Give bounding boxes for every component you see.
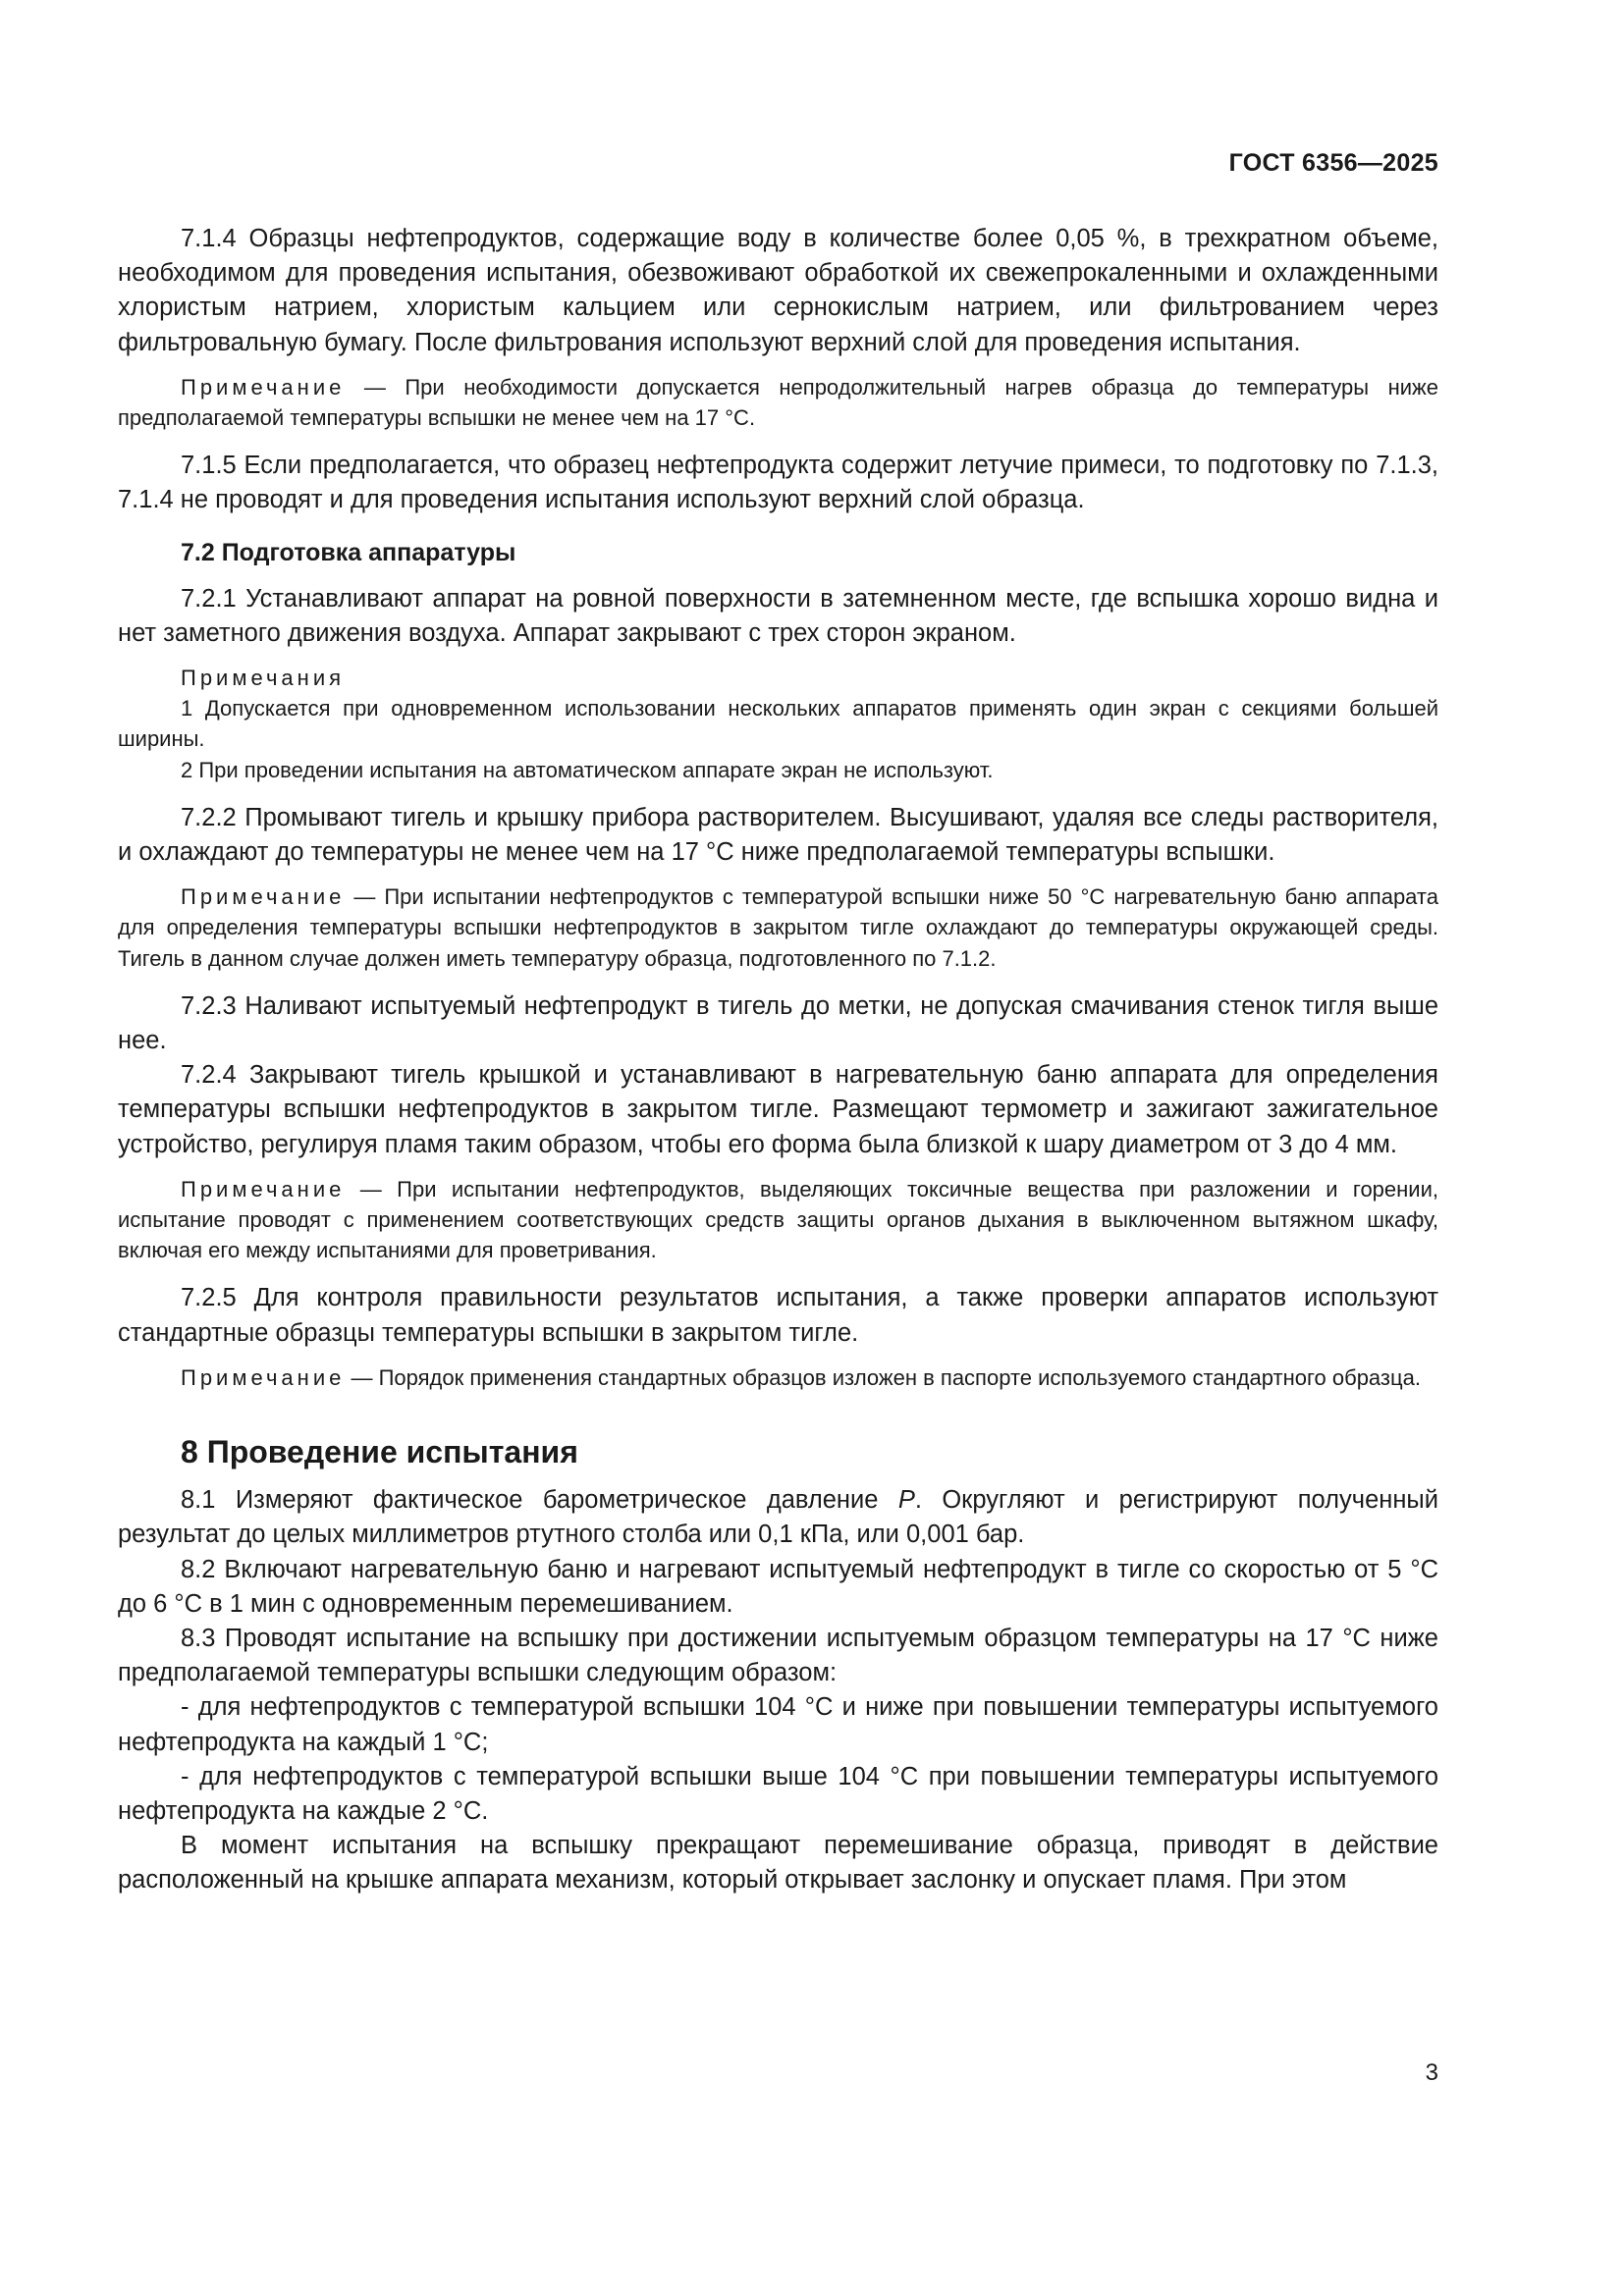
note-label: Примечание <box>181 1364 346 1390</box>
notes-label <box>118 663 1438 693</box>
clause-8-3-item-1: - для нефтепродуктов с температурой вспышки 104 °С и ниже при повышении температуры испытуемого нефтепродукта на каждый 1 °С; <box>118 1693 1438 1756</box>
note-text: — При испытании нефтепродуктов с температурой вспышки ниже 50 °С нагревательную баню аппарата для определения температуры вспышки нефтепродуктов в закрытом тигле охлаждают до температуры окружающей среды. Тигель в данном случае должен иметь температуру образца, подготовленного по 7.1.2. <box>118 884 1438 971</box>
clause-7-1-4: 7.1.4 Образцы нефтепродуктов, содержащие воду в количестве более 0,05 %, в трехкратном объеме, необходимом для проведения испытания, обезвоживают обработкой их свежепрокаленными и охлажденными хлористым натрием, хлористым кальцием или сернокислым натрием, или фильтрованием через фильтровальную бумагу. После фильтрования используют верхний слой для проведения испытания. <box>118 225 1438 356</box>
note-7-1-4 <box>118 372 1438 433</box>
note-text: — Порядок применения стандартных образцов изложен в паспорте используемого стандартного образца. <box>345 1364 1421 1390</box>
pressure-variable: Р <box>897 1486 915 1515</box>
page-content <box>118 222 1438 1898</box>
clause-8-2: 8.2 Включают нагревательную баню и нагревают испытуемый нефтепродукт в тигле со скоростью от 5 °С до 6 °С в 1 мин с одновременным перемешиванием. <box>118 1555 1438 1618</box>
clause-8-3: 8.3 Проводят испытание на вспышку при достижении испытуемым образцом температуры на 17 °С ниже предполагаемой температуры вспышки следующим образом: <box>118 1624 1438 1687</box>
clause-7-2-1: 7.2.1 Устанавливают аппарат на ровной поверхности в затемненном месте, где вспышка хорошо видна и нет заметного движения воздуха. Аппарат закрывают с трех сторон экраном. <box>118 584 1438 647</box>
note-7-2-5 <box>118 1362 1438 1393</box>
note-text: — При необходимости допускается непродолжительный нагрев образца до температуры ниже предполагаемой температуры вспышки не менее чем на 17 °С. <box>118 374 1438 431</box>
clause-7-2-4: 7.2.4 Закрывают тигель крышкой и устанавливают в нагревательную баню аппарата для определения температуры вспышки нефтепродуктов в закрытом тигле. Размещают термометр и зажигают зажигательное устройство, регулируя пламя таким образом, чтобы его форма была близкой к шару диаметром от 3 до 4 мм. <box>118 1061 1438 1158</box>
section-heading-7-2: 7.2 Подготовка аппаратуры <box>181 538 516 566</box>
clause-8-3-continuation: В момент испытания на вспышку прекращают перемешивание образца, приводят в действие расположенный на крышке аппарата механизм, который открывает заслонку и опускает пламя. При этом <box>118 1832 1438 1895</box>
note-item-2: 2 При проведении испытания на автоматическом аппарате экран не используют. <box>181 757 994 782</box>
note-7-2-4 <box>118 1174 1438 1266</box>
note-label: Примечание <box>181 374 346 400</box>
standard-header: ГОСТ 6356—2025 <box>1228 149 1438 177</box>
note-7-2-2 <box>118 881 1438 974</box>
clause-8-1 <box>118 1483 1438 1552</box>
clause-7-2-5: 7.2.5 Для контроля правильности результатов испытания, а также проверки аппаратов используют стандартные образцы температуры вспышки в закрытом тигле. <box>118 1284 1438 1347</box>
note-label: Примечание <box>181 884 346 910</box>
clause-8-3-item-2: - для нефтепродуктов с температурой вспышки выше 104 °С при повышении температуры испытуемого нефтепродукта на каждые 2 °С. <box>118 1762 1438 1825</box>
clause-7-2-3: 7.2.3 Наливают испытуемый нефтепродукт в тигель до метки, не допуская смачивания стенок тигля выше нее. <box>118 991 1438 1055</box>
note-item-1: 1 Допускается при одновременном использовании нескольких аппаратов применять один экран с секциями большей ширины. <box>118 696 1438 752</box>
section-heading-8: 8 Проведение испытания <box>181 1434 578 1470</box>
note-label: Примечание <box>181 1176 346 1201</box>
clause-7-1-5: 7.1.5 Если предполагается, что образец нефтепродукта содержит летучие примеси, то подготовку по 7.1.3, 7.1.4 не проводят и для проведения испытания используют верхний слой образца. <box>118 452 1438 514</box>
notes-label-text: Примечания <box>181 666 346 691</box>
page-number: 3 <box>1425 2059 1438 2086</box>
clause-8-1-text-b: . Округляют и регистрируют полученный результат до целых миллиметров ртутного столба или 0,1 кПа, или 0,001 бар. <box>118 1486 1438 1549</box>
note-text: — При испытании нефтепродуктов, выделяющих токсичные вещества при разложении и горении, испытание проводят с применением соответствующих средств защиты органов дыхания в выключенном вытяжном шкафу, включая его между испытаниями для проветривания. <box>118 1176 1438 1263</box>
clause-8-1-text-a: 8.1 Измеряют фактическое барометрическое давление <box>181 1486 898 1515</box>
clause-7-2-2: 7.2.2 Промывают тигель и крышку прибора растворителем. Высушивают, удаляя все следы растворителя, и охлаждают до температуры не менее чем на 17 °С ниже предполагаемой температуры вспышки. <box>118 803 1438 867</box>
